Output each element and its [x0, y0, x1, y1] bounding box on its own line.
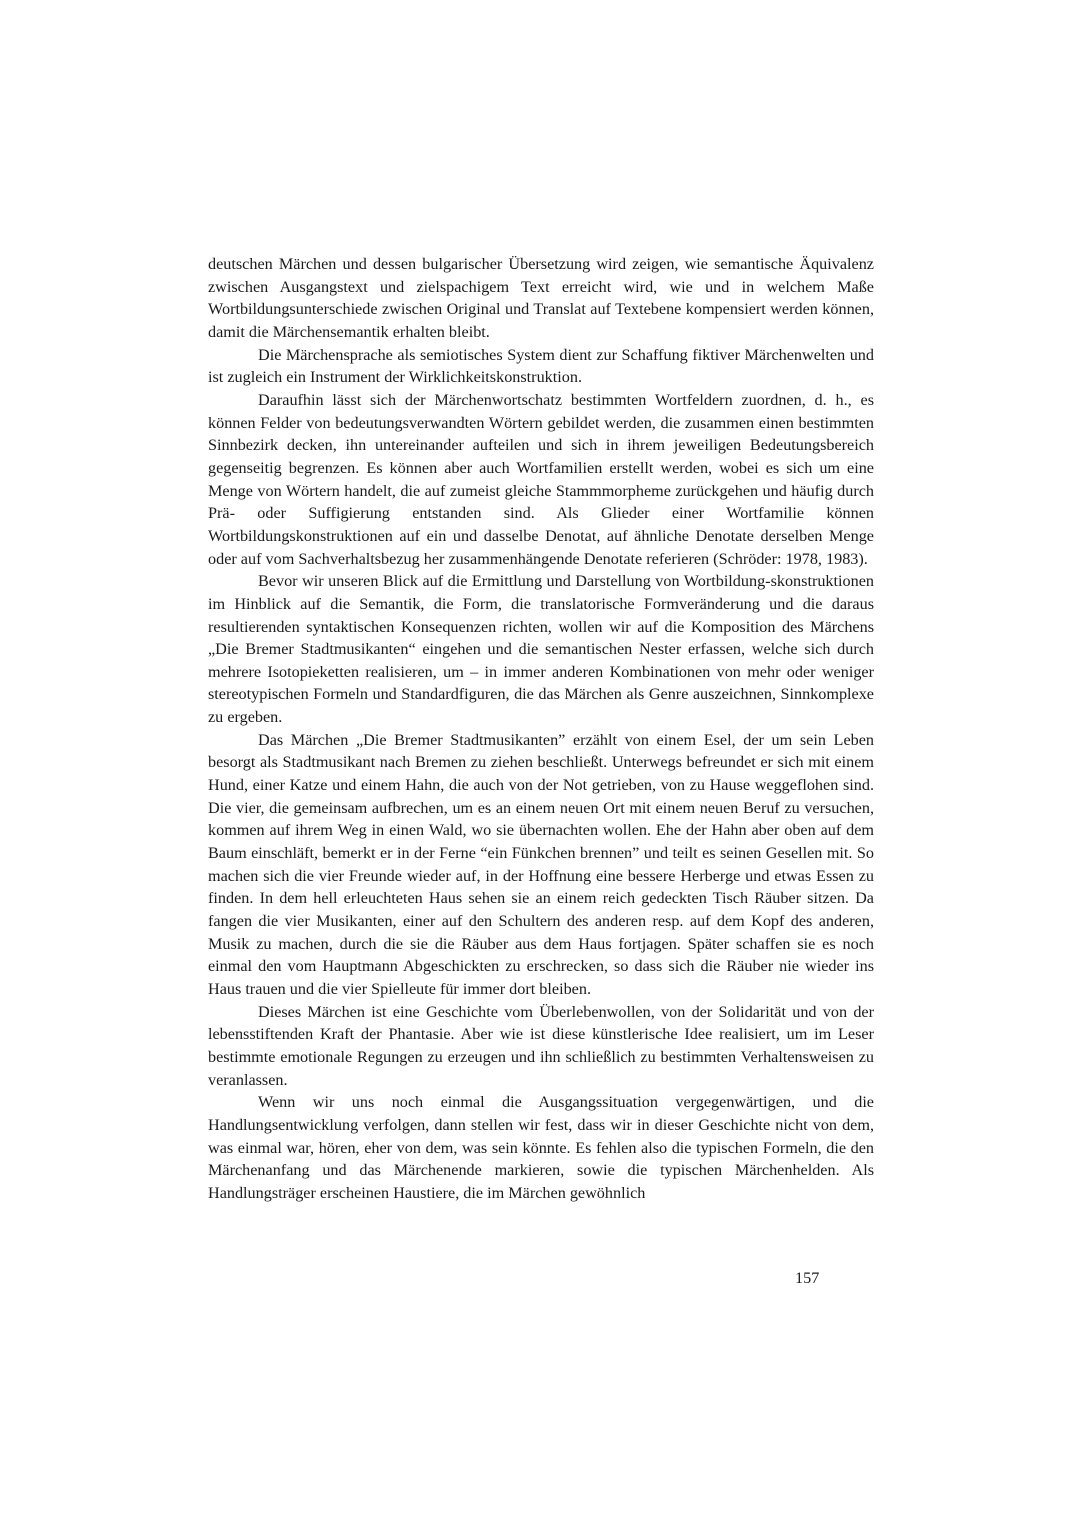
paragraph: Wenn wir uns noch einmal die Ausgangssituation vergegenwärtigen, und die Handlungsentwicklung verfolgen, dann stellen wir fest, dass wir in dieser Geschichte nicht von dem, was einmal war, hören, eher von dem, was sein könnte. Es fehlen also die typischen Formeln, die den Märchenanfang und das Märchenende markieren, sowie die typischen Märchenhelden. Als Handlungsträger erscheinen Haustiere, die im Märchen gewöhnlich: [208, 1093, 874, 1202]
paragraph: Die Märchensprache als semiotisches System dient zur Schaffung fiktiver Märchenwelten und ist zugleich ein Instrument der Wirklichkeitskonstruktion.: [208, 345, 874, 387]
paragraph: Bevor wir unseren Blick auf die Ermittlung und Darstellung von Wortbildung-skonstruktionen im Hinblick auf die Semantik, die Form, die translatorische Formveränderung und die daraus resultierenden syntaktischen Konsequenzen richten, wollen wir auf die Komposition des Märchens „Die Bremer Stadtmusikanten“ eingehen und die semantischen Nester erfassen, welche sich durch mehrere Isotopieketten realisieren, um – in immer anderen Kombinationen von mehr oder weniger stereotypischen Formeln und Standardfiguren, die das Märchen als Genre auszeichnen, Sinnkomplexe zu ergeben.: [208, 572, 874, 727]
paragraph: Daraufhin lässt sich der Märchenwortschatz bestimmten Wortfeldern zuordnen, d. h., es können Felder von bedeutungsverwandten Wörtern gebildet werden, die zusammen einen bestimmten Sinnbezirk decken, ihn untereinander aufteilen und sich in ihrem jeweiligen Bedeutungsbereich gegenseitig begrenzen. Es können aber auch Wortfamilien erstellt werden, wobei es sich um eine Menge von Wörtern handelt, die auf zumeist gleiche Stammmorpheme zurückgehen und häufig durch Prä- oder Suffigierung entstanden sind. Als Glieder einer Wortfamilie können Wortbildungskonstruktionen auf ein und dasselbe Denotat, auf ähnliche Denotate derselben Menge oder auf vom Sachverhaltsbezug her zusammenhängende Denotate referieren (Schröder: 1978, 1983).: [208, 390, 874, 568]
paragraph: Das Märchen „Die Bremer Stadtmusikanten” erzählt von einem Esel, der um sein Leben besorgt als Stadtmusikant nach Bremen zu ziehen beschließt. Unterwegs befreundet er sich mit einem Hund, einer Katze und einem Hahn, die auch von der Not getrieben, von zu Hause weggeflohen sind. Die vier, die gemeinsam aufbrechen, um es an einem neuen Ort mit einem neuen Beruf zu versuchen, kommen auf ihrem Weg in einen Wald, wo sie übernachten wollen. Ehe der Hahn aber oben auf dem Baum einschläft, bemerkt er in der Ferne “ein Fünkchen brennen” und teilt es seinen Gesellen mit. So machen sich die vier Freunde wieder auf, in der Hoffnung eine bessere Herberge und etwas Essen zu finden. In dem hell erleuchteten Haus sehen sie an einem reich gedeckten Tisch Räuber sitzen. Da fangen die vier Musikanten, einer auf den Schultern des anderen resp. auf dem Kopf des anderen, Musik zu machen, durch die sie die Räuber aus dem Haus fortjagen. Später schaffen sie es noch einmal den vom Hauptmann Abgeschickten zu erschrecken, so dass sich die Räuber nie wieder ins Haus trauen und die vier Spielleute für immer dort bleiben.: [208, 730, 874, 998]
paragraph: Dieses Märchen ist eine Geschichte vom Überlebenwollen, von der Solidarität und von der lebensstiftenden Kraft der Phantasie. Aber wie ist diese künstlerische Idee realisiert, um im Leser bestimmte emotionale Regungen zu erzeugen und ihn schließlich zu bestimmten Verhaltensweisen zu veranlassen.: [208, 1002, 874, 1089]
body-text: [208, 253, 874, 1205]
paragraph: deutschen Märchen und dessen bulgarischer Übersetzung wird zeigen, wie semantische Äquivalenz zwischen Ausgangstext und zielspachigem Text erreicht wird, wie und in welchem Maße Wortbildungsunterschiede zwischen Original und Translat auf Textebene kompensiert werden können, damit die Märchensemantik erhalten bleibt.: [208, 255, 874, 341]
page-number: 157: [795, 1269, 820, 1287]
